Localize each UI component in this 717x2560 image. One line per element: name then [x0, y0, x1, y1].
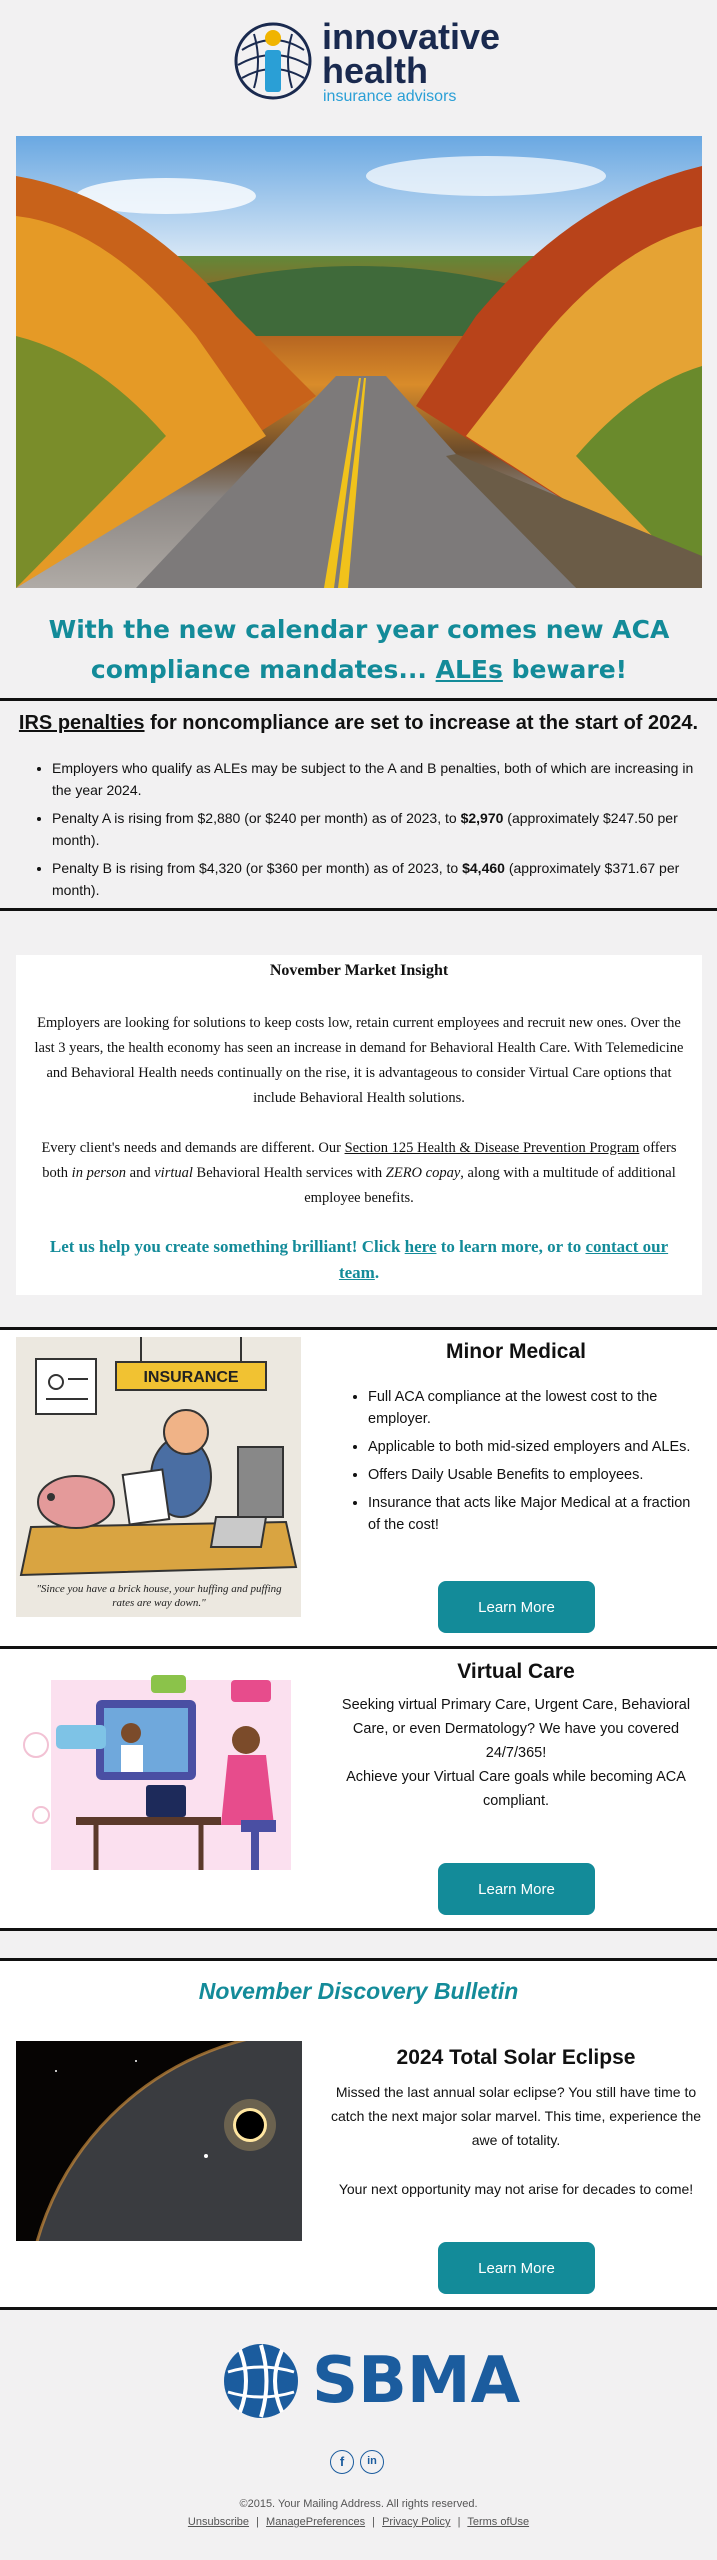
- insight-title: November Market Insight: [269, 962, 449, 979]
- manage-preferences-link[interactable]: ManagePreferences: [266, 2516, 366, 2528]
- bulletin-subtitle: 2024 Total Solar Eclipse: [396, 2046, 636, 2069]
- list-item: • Offers Daily Usable Benefits to employees.: [368, 1464, 702, 1486]
- section-125-link[interactable]: Section 125 Health & Disease Prevention Program: [344, 1140, 640, 1156]
- penalties-list: [34, 757, 694, 907]
- minor-medical-learn-more-button[interactable]: Learn More: [438, 1581, 595, 1633]
- contact-team-link[interactable]: contact our team: [338, 1237, 669, 1282]
- globe-icon: [222, 2342, 300, 2420]
- list-item: • Full ACA compliance at the lowest cost to the employer.: [368, 1386, 702, 1430]
- logo-text-innovative: innovative: [322, 16, 501, 57]
- divider: [0, 908, 717, 911]
- virtual-care-paragraph-2: Achieve your Virtual Care goals while becoming ACA compliant.: [346, 1769, 686, 1809]
- cartoon-caption: "Since you have a brick house, your huffing and puffing rates are way down.": [36, 1583, 282, 1609]
- unsubscribe-link[interactable]: Unsubscribe: [187, 2516, 250, 2528]
- autumn-road-photo: [16, 136, 702, 588]
- sbma-logo[interactable]: [222, 2342, 521, 2422]
- logo[interactable]: [232, 16, 501, 108]
- insight-paragraph-1: Employers are looking for solutions to keep costs low, retain current employees and recruit new ones. Over the last 3 years, the health economy has seen an increase in demand for Behavioral Health Care. With Telemedicine and Behavioral Health needs continually on the rise, it is advantageous to consider Virtual Care options that include Behavioral Health solutions.: [34, 1015, 684, 1106]
- bulletin-learn-more-button[interactable]: Learn More: [438, 2242, 595, 2294]
- divider: [0, 698, 717, 701]
- minor-medical-list: [350, 1386, 702, 1542]
- insurance-cartoon: [16, 1337, 301, 1617]
- irs-penalties-link[interactable]: IRS penalties: [18, 712, 145, 734]
- solar-eclipse-photo: [16, 2041, 302, 2241]
- hero-headline-end: beware!: [511, 655, 628, 684]
- linkedin-icon[interactable]: in: [360, 2450, 384, 2474]
- logo-text-tagline: insurance advisors: [323, 88, 457, 105]
- divider: [0, 2307, 717, 2310]
- virtual-care-learn-more-button[interactable]: Learn More: [438, 1863, 595, 1915]
- cartoon-sign-text: INSURANCE: [143, 1369, 239, 1386]
- divider: [0, 1928, 717, 1931]
- virtual-care-title: Virtual Care: [457, 1660, 575, 1683]
- minor-medical-title: Minor Medical: [445, 1340, 587, 1363]
- penalties-heading-text: for noncompliance are set to increase at the start of 2024.: [150, 712, 699, 734]
- insight-paragraph-2: Every client's needs and demands are different. Our Section 125 Health & Disease Prevention Program offers both in person and virtual Behavioral Health services with ZERO copay, along with a multitude of additional employee benefits.: [41, 1140, 677, 1206]
- hero-headline: [16, 610, 702, 690]
- logo-mark-icon: [232, 20, 314, 102]
- facebook-icon[interactable]: f: [330, 2450, 354, 2474]
- ales-link[interactable]: ALEs: [435, 655, 503, 684]
- footer-links: Unsubscribe | ManagePreferences | Privacy Policy | Terms ofUse: [187, 2516, 530, 2528]
- list-item: • Applicable to both mid-sized employers and ALEs.: [368, 1436, 702, 1458]
- bulletin-paragraph-1: Missed the last annual solar eclipse? You still have time to catch the next major solar marvel. This time, experience the awe of totality.: [330, 2084, 702, 2148]
- copyright-text: ©2015. Your Mailing Address. All rights reserved.: [239, 2498, 478, 2510]
- bulletin-paragraph-2: Your next opportunity may not arise for decades to come!: [338, 2181, 694, 2197]
- virtual-care-illustration: [16, 1655, 296, 1870]
- list-item: • Insurance that acts like Major Medical at a fraction of the cost!: [368, 1492, 702, 1536]
- list-item: • Employers who qualify as ALEs may be subject to the A and B penalties, both of which are increasing in the year 2024.: [52, 757, 694, 801]
- list-item: • Penalty B is rising from $4,320 (or $360 per month) as of 2023, to $4,460 (approximately $371.67 per month).: [52, 857, 694, 901]
- list-item: • Penalty A is rising from $2,880 (or $240 per month) as of 2023, to $2,970 (approximately $247.50 per month).: [52, 807, 694, 851]
- logo-text-health: health: [322, 50, 429, 91]
- sbma-logo-text: SBMA: [312, 2344, 521, 2418]
- insight-cta: Let us help you create something brilliant! Click here to learn more, or to contact our team.: [49, 1237, 669, 1282]
- here-link[interactable]: here: [404, 1237, 437, 1256]
- penalties-heading: [10, 712, 707, 735]
- bulletin-title: November Discovery Bulletin: [198, 1978, 519, 2004]
- hero-headline-text: With the new calendar year comes new ACA compliance mandates...: [48, 615, 670, 684]
- privacy-policy-link[interactable]: Privacy Policy: [382, 2516, 451, 2528]
- terms-of-use-link[interactable]: Terms ofUse: [467, 2516, 530, 2528]
- virtual-care-paragraph-1: Seeking virtual Primary Care, Urgent Care, Behavioral Care, or even Dermatology? We have you covered 24/7/365!: [341, 1697, 691, 1761]
